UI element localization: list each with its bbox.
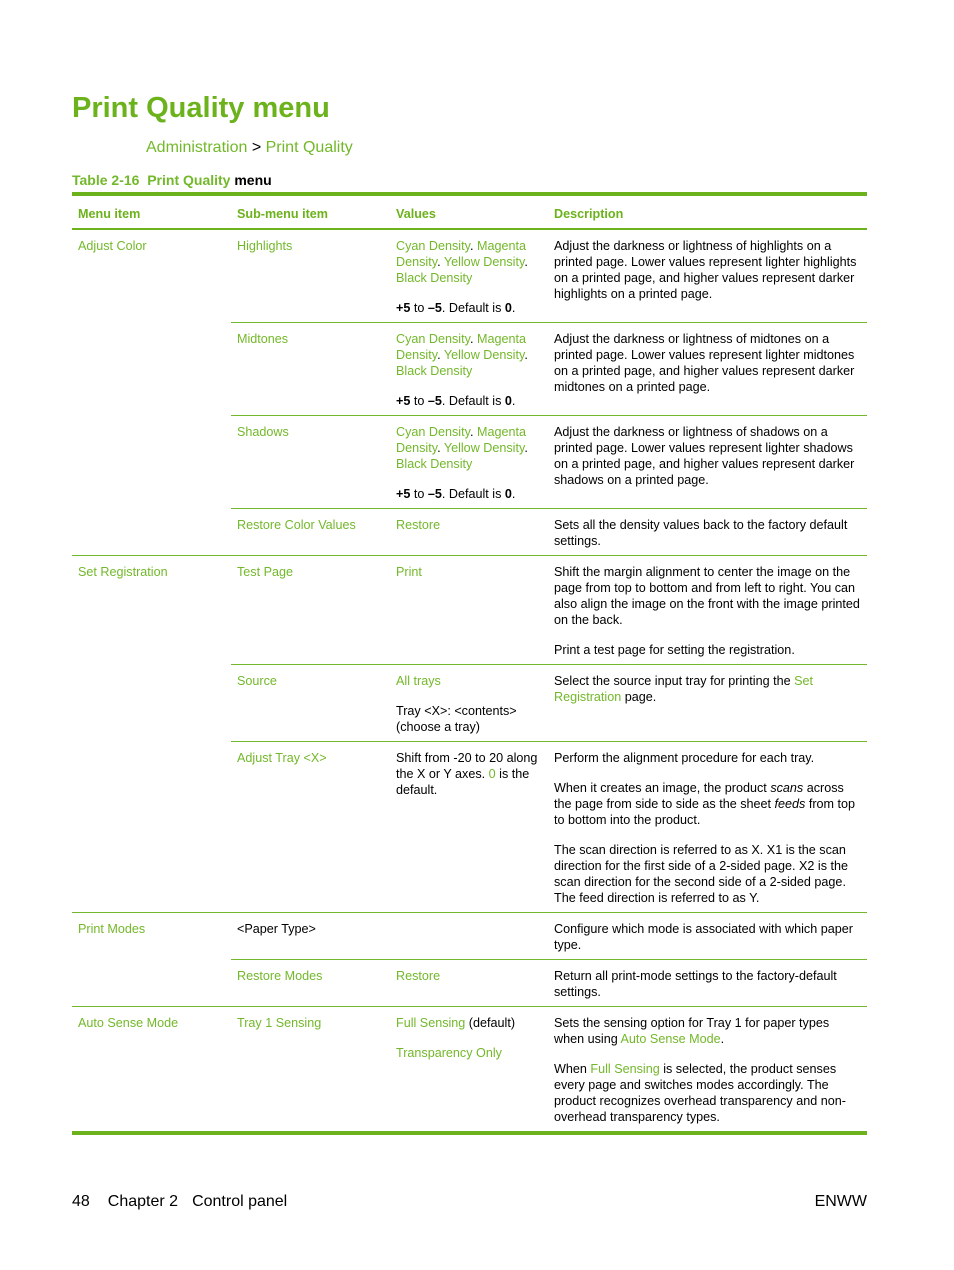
description-shadows: Adjust the darkness or lightness of shadows on a printed page. Lower values represent lighter shadows on a printed page, and higher values represent darker shadows on a printed page.: [548, 416, 867, 509]
range-min: –5: [427, 301, 442, 315]
sub-menu-shadows[interactable]: Shadows: [231, 416, 390, 509]
emphasis-feeds: feeds: [774, 797, 806, 811]
description-paragraph: Shift the margin alignment to center the image on the page from top to bottom and from left to right. You can also align the image on the front with the image printed on the back.: [554, 565, 860, 627]
auto-sense-mode-link[interactable]: Auto Sense Mode: [620, 1032, 721, 1046]
description-paragraph: Perform the alignment procedure for each tray.: [554, 751, 815, 765]
range-text: .: [511, 394, 516, 408]
value-empty: [390, 913, 548, 960]
value-link[interactable]: Yellow Density: [443, 255, 525, 269]
value-link[interactable]: Cyan Density: [396, 425, 470, 439]
value-link[interactable]: Magenta Density: [396, 239, 526, 269]
value-text: (default): [465, 1016, 516, 1030]
description-midtones: Adjust the darkness or lightness of midtones on a printed page. Lower values represent lighter midtones on a printed page, and higher values represent darker midtones on a printed page.: [548, 323, 867, 416]
sub-menu-highlights[interactable]: Highlights: [237, 239, 293, 253]
range-default: 0: [504, 487, 512, 501]
page-number: 48: [72, 1193, 90, 1210]
description-paragraph: The scan direction is referred to as X. X1 is the scan direction for the first side of a 2-sided page. X2 is the scan direction for the second side of a 2-sided page. The feed direction is referred to as Y.: [554, 843, 849, 905]
description-text: When: [554, 1062, 591, 1076]
table-caption-menu-name: Print Quality: [147, 172, 231, 188]
menu-item-adjust-color[interactable]: Adjust Color: [78, 239, 147, 253]
value-link[interactable]: Magenta Density: [396, 332, 526, 362]
sub-menu-paper-type: <Paper Type>: [231, 913, 390, 960]
value-link[interactable]: Black Density: [396, 364, 473, 378]
value-full-sensing[interactable]: Full Sensing: [396, 1016, 466, 1030]
description-restore-color-values: Sets all the density values back to the factory default settings.: [548, 509, 867, 556]
value-link[interactable]: Black Density: [396, 271, 473, 285]
table-caption-suffix: menu: [234, 172, 272, 188]
table-row: [72, 556, 867, 665]
range-max: +5: [396, 487, 411, 501]
value-link[interactable]: Cyan Density: [396, 239, 470, 253]
description-text: When it creates an image, the product: [554, 781, 771, 795]
range-text: . Default is: [441, 301, 505, 315]
value-link[interactable]: Black Density: [396, 457, 473, 471]
range-text: . Default is: [441, 487, 505, 501]
values-cell: [390, 665, 548, 742]
range-text: to: [410, 301, 428, 315]
range-min: –5: [427, 487, 442, 501]
description-paragraph: [554, 1061, 861, 1125]
sub-menu-test-page[interactable]: Test Page: [231, 556, 390, 665]
full-sensing-link[interactable]: Full Sensing: [590, 1062, 660, 1076]
values-cell: [390, 742, 548, 913]
description-text: .: [720, 1032, 725, 1046]
description-source: [548, 665, 867, 742]
table-row: [72, 229, 867, 323]
description-paragraph: [554, 1015, 861, 1047]
menu-item-set-registration[interactable]: Set Registration: [72, 556, 231, 913]
values-cell: [390, 1007, 548, 1134]
sub-menu-tray1-sensing[interactable]: Tray 1 Sensing: [231, 1007, 390, 1134]
breadcrumb-administration-link[interactable]: Administration: [146, 139, 248, 156]
print-quality-menu-table: [72, 192, 867, 1135]
page-footer-right: ENWW: [814, 1193, 867, 1210]
values-cell: Cyan Density. Magenta Density. Yellow Density. Black Density +5 to –5. Default is 0.: [390, 323, 548, 416]
value-link[interactable]: Yellow Density: [443, 441, 525, 455]
description-test-page: [548, 556, 867, 665]
table-header-row: [72, 194, 867, 229]
description-restore-modes: Return all print-mode settings to the factory-default settings.: [548, 960, 867, 1007]
value-restore[interactable]: Restore: [390, 960, 548, 1007]
sub-menu-source[interactable]: Source: [231, 665, 390, 742]
header-description: Description: [548, 194, 867, 229]
value-tray-contents: Tray <X>: <contents> (choose a tray): [396, 704, 517, 734]
description-text: is selected, the product senses every page and switches modes accordingly. The product recognizes overhead transparency and non-overhead transparency types.: [554, 1062, 846, 1124]
page-footer-left: [72, 1193, 305, 1211]
value-text: is the default.: [396, 767, 530, 797]
breadcrumb: [146, 139, 353, 157]
value-all-trays[interactable]: All trays: [396, 674, 441, 688]
description-highlights: Adjust the darkness or lightness of highlights on a printed page. Lower values represent lighter highlights on a printed page, and higher values represent darker highlights on a printed page.: [554, 239, 857, 301]
table-caption-label: Table 2-16: [72, 172, 140, 188]
range-default: 0: [504, 301, 512, 315]
sub-menu-restore-color-values[interactable]: Restore Color Values: [231, 509, 390, 556]
range-text: . Default is: [441, 394, 505, 408]
range-text: to: [410, 487, 428, 501]
value-print[interactable]: Print: [390, 556, 548, 665]
value-link[interactable]: Yellow Density: [443, 348, 525, 362]
description-paragraph: Print a test page for setting the registration.: [554, 643, 795, 657]
description-paper-type: Configure which mode is associated with which paper type.: [548, 913, 867, 960]
menu-item-auto-sense-mode[interactable]: Auto Sense Mode: [72, 1007, 231, 1134]
header-sub-menu-item: Sub-menu item: [231, 194, 390, 229]
footer-section: Control panel: [192, 1193, 288, 1210]
page-title: Print Quality menu: [72, 92, 330, 124]
value-transparency-only[interactable]: Transparency Only: [396, 1046, 502, 1060]
menu-item-print-modes[interactable]: Print Modes: [72, 913, 231, 1007]
description-text: Sets the sensing option for Tray 1 for paper types when using: [554, 1016, 830, 1046]
value-restore[interactable]: Restore: [390, 509, 548, 556]
header-menu-item: Menu item: [72, 194, 231, 229]
range-text: .: [511, 301, 516, 315]
description-text: from top to bottom into the product.: [554, 797, 856, 827]
description-text: Select the source input tray for printing the: [554, 674, 795, 688]
breadcrumb-print-quality-link[interactable]: Print Quality: [265, 139, 353, 156]
range-max: +5: [396, 301, 411, 315]
range-text: .: [511, 487, 516, 501]
table-caption: [72, 172, 272, 188]
footer-chapter: Chapter 2: [107, 1193, 179, 1210]
sub-menu-midtones[interactable]: Midtones: [231, 323, 390, 416]
value-link[interactable]: Cyan Density: [396, 332, 470, 346]
values-cell: Cyan Density. Magenta Density. Yellow Density. Black Density +5 to –5. Default is 0.: [396, 239, 528, 315]
values-cell: Cyan Density. Magenta Density. Yellow Density. Black Density +5 to –5. Default is 0.: [390, 416, 548, 509]
range-max: +5: [396, 394, 411, 408]
description-tray1-sensing: [548, 1007, 867, 1134]
description-text: across the page from side to side as the sheet: [554, 781, 844, 811]
value-default-link[interactable]: 0: [488, 767, 496, 781]
table-row: [72, 1007, 867, 1134]
header-values: Values: [390, 194, 548, 229]
description-adjust-tray: [548, 742, 867, 913]
set-registration-link[interactable]: Set Registration: [554, 674, 814, 704]
range-text: to: [410, 394, 428, 408]
value-text: Shift from -20 to 20 along the X or Y axes.: [396, 751, 538, 781]
range-default: 0: [504, 394, 512, 408]
sub-menu-adjust-tray[interactable]: Adjust Tray <X>: [231, 742, 390, 913]
emphasis-scans: scans: [770, 781, 804, 795]
breadcrumb-separator: >: [251, 139, 262, 156]
range-min: –5: [427, 394, 442, 408]
sub-menu-restore-modes[interactable]: Restore Modes: [231, 960, 390, 1007]
table-row: [72, 913, 867, 960]
value-link[interactable]: Magenta Density: [396, 425, 526, 455]
description-text: page.: [621, 690, 657, 704]
description-paragraph: [554, 780, 861, 828]
